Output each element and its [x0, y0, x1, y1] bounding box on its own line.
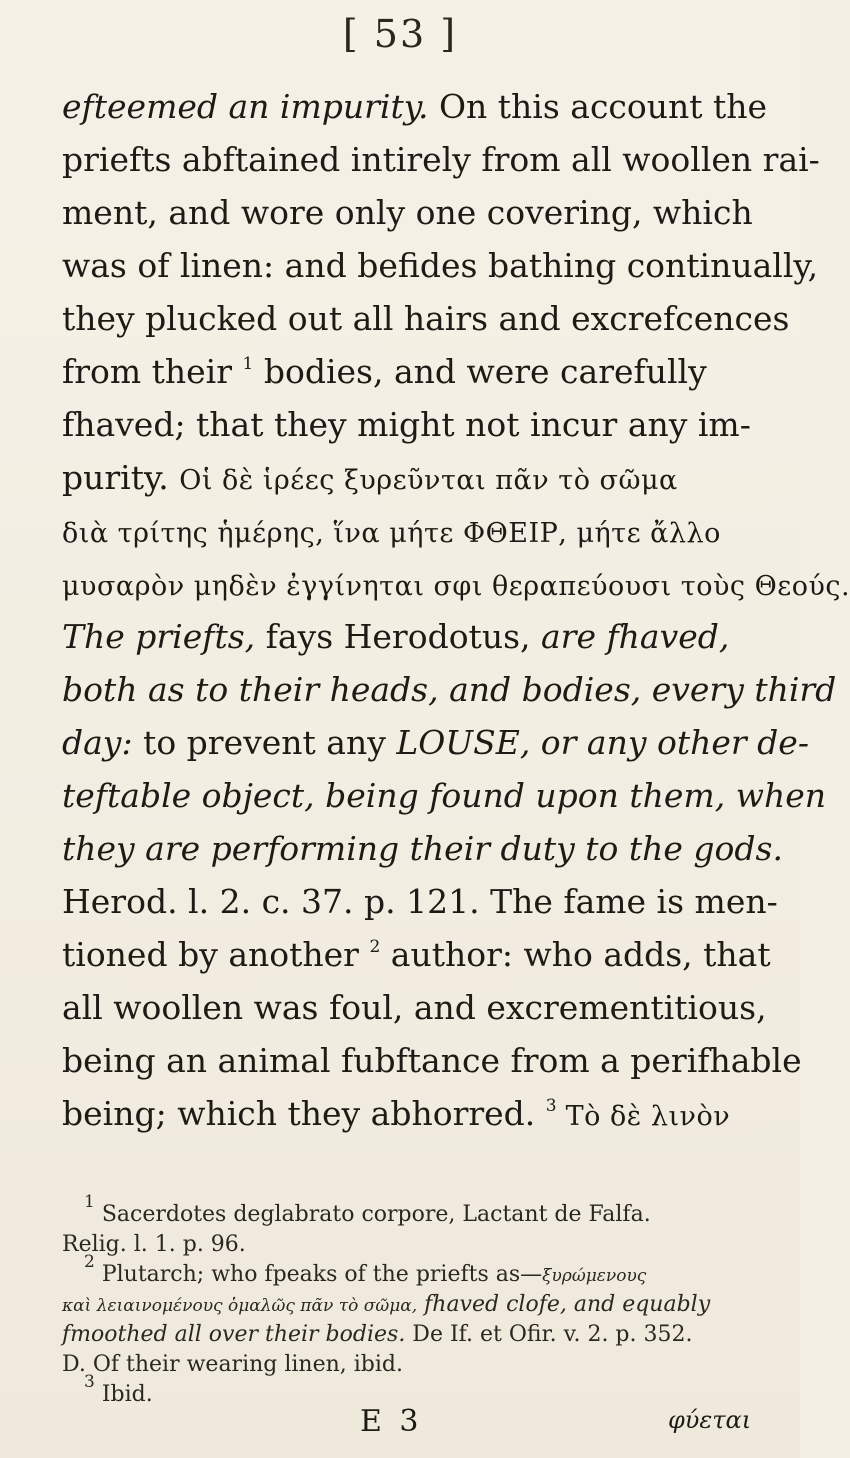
text-line — [62, 1034, 802, 1087]
text-span: Relig. l. 1. p. 96. — [62, 1232, 246, 1257]
text-span: Ibid. — [94, 1382, 153, 1407]
text-line — [62, 239, 819, 292]
text-span: author: who adds, that — [380, 935, 771, 974]
text-span: De If. et Ofir. v. 2. p. 352. — [405, 1322, 693, 1347]
text-line — [62, 292, 790, 345]
text-span: ment, and wore only one covering, which — [62, 193, 753, 232]
text-span: On this account the — [428, 87, 768, 126]
footnote-line — [62, 1230, 752, 1260]
footnote-marker: 3 — [84, 1372, 95, 1392]
footnote-marker: 1 — [84, 1192, 95, 1212]
text-line — [62, 186, 753, 239]
main-text — [62, 80, 850, 1140]
text-line — [62, 398, 751, 451]
greek-text: Τὸ δὲ λινὸν — [556, 1101, 731, 1132]
greek-text: Οἱ δὲ ἱρέες ξυρεῦνται πᾶν τὸ σῶμα — [179, 465, 678, 496]
text-span: from their — [62, 352, 243, 391]
text-span: they plucked out all hairs and excrefcences — [62, 299, 790, 338]
greek-text: καὶ λειαινομένους ὁμαλῶς πᾶν τὸ σῶμα, — [62, 1296, 418, 1316]
footnote-line — [62, 1252, 752, 1290]
text-span: D. Of their wearing linen, ibid. — [62, 1352, 403, 1377]
text-line — [62, 769, 826, 822]
text-span: LOUSE, or any other de- — [396, 723, 809, 762]
text-line — [62, 80, 768, 133]
text-span: day: — [62, 723, 133, 762]
footnote-line — [62, 1290, 752, 1320]
text-line — [62, 663, 837, 716]
text-span: being; which they abhorred. — [62, 1094, 546, 1133]
text-span: Herod. l. 2. c. 37. p. 121. The fame is men- — [62, 882, 778, 921]
footnote-marker: 1 — [242, 354, 254, 374]
greek-text: διὰ τρίτης ἡμέρης, ἵνα μήτε ΦΘΕΙΡ, μήτε ἄλλο — [62, 518, 721, 549]
signature-mark: E 3 — [360, 1404, 423, 1439]
text-span: fays Herodotus, — [255, 617, 541, 656]
text-span: are fhaved, — [541, 617, 730, 656]
text-span: being an animal fubftance from a perifhable — [62, 1041, 802, 1080]
greek-text: μυσαρὸν μηδὲν ἐγγίνηται σφι θεραπεύουσι τοὺς Θεούς. — [62, 571, 850, 602]
text-line — [62, 1087, 746, 1140]
text-line — [62, 504, 746, 557]
text-line — [62, 451, 746, 504]
footnote-marker: 3 — [545, 1096, 557, 1116]
text-span: fhaved; that they might not incur any im- — [62, 405, 751, 444]
footnotes — [62, 1192, 752, 1410]
text-span: Sacerdotes deglabrato corpore, Lactant de Falfa. — [94, 1202, 651, 1227]
text-span: they are performing their duty to the gods. — [62, 829, 783, 868]
text-line — [62, 345, 746, 398]
text-span: bodies, and were carefully — [253, 352, 707, 391]
text-line — [62, 557, 850, 610]
text-span: tioned by another — [62, 935, 370, 974]
text-span: The priefts, — [62, 617, 256, 656]
footnote-marker: 2 — [84, 1252, 95, 1272]
text-line — [62, 716, 809, 769]
text-line — [62, 822, 783, 875]
text-span: Plutarch; who fpeaks of the priefts as— — [94, 1262, 543, 1287]
text-line — [62, 610, 746, 663]
text-span: efteemed an impurity. — [62, 87, 429, 126]
catchword: φύεται — [668, 1406, 752, 1434]
page-number: [ 53 ] — [342, 12, 458, 56]
text-span: purity. — [62, 458, 180, 497]
text-span: to prevent any — [132, 723, 397, 762]
text-span: fhaved clofe, and equably — [417, 1292, 711, 1317]
text-line — [62, 133, 820, 186]
text-span: teftable object, being found upon them, when — [62, 776, 826, 815]
text-span: all woollen was foul, and excrementitious, — [62, 988, 767, 1027]
footnote-line — [62, 1350, 752, 1380]
greek-text: ξυρώμενους — [542, 1266, 647, 1286]
text-line — [62, 928, 771, 981]
text-span: fmoothed all over their bodies. — [62, 1322, 406, 1347]
footnote-line — [62, 1320, 752, 1350]
text-span: was of linen: and befides bathing continually, — [62, 246, 819, 285]
text-line — [62, 981, 767, 1034]
footnote-line — [62, 1192, 752, 1230]
text-span: priefts abftained intirely from all woollen rai- — [62, 140, 820, 179]
text-span: both as to their heads, and bodies, every third — [62, 670, 837, 709]
footnote-marker: 2 — [369, 937, 381, 957]
text-line — [62, 875, 778, 928]
